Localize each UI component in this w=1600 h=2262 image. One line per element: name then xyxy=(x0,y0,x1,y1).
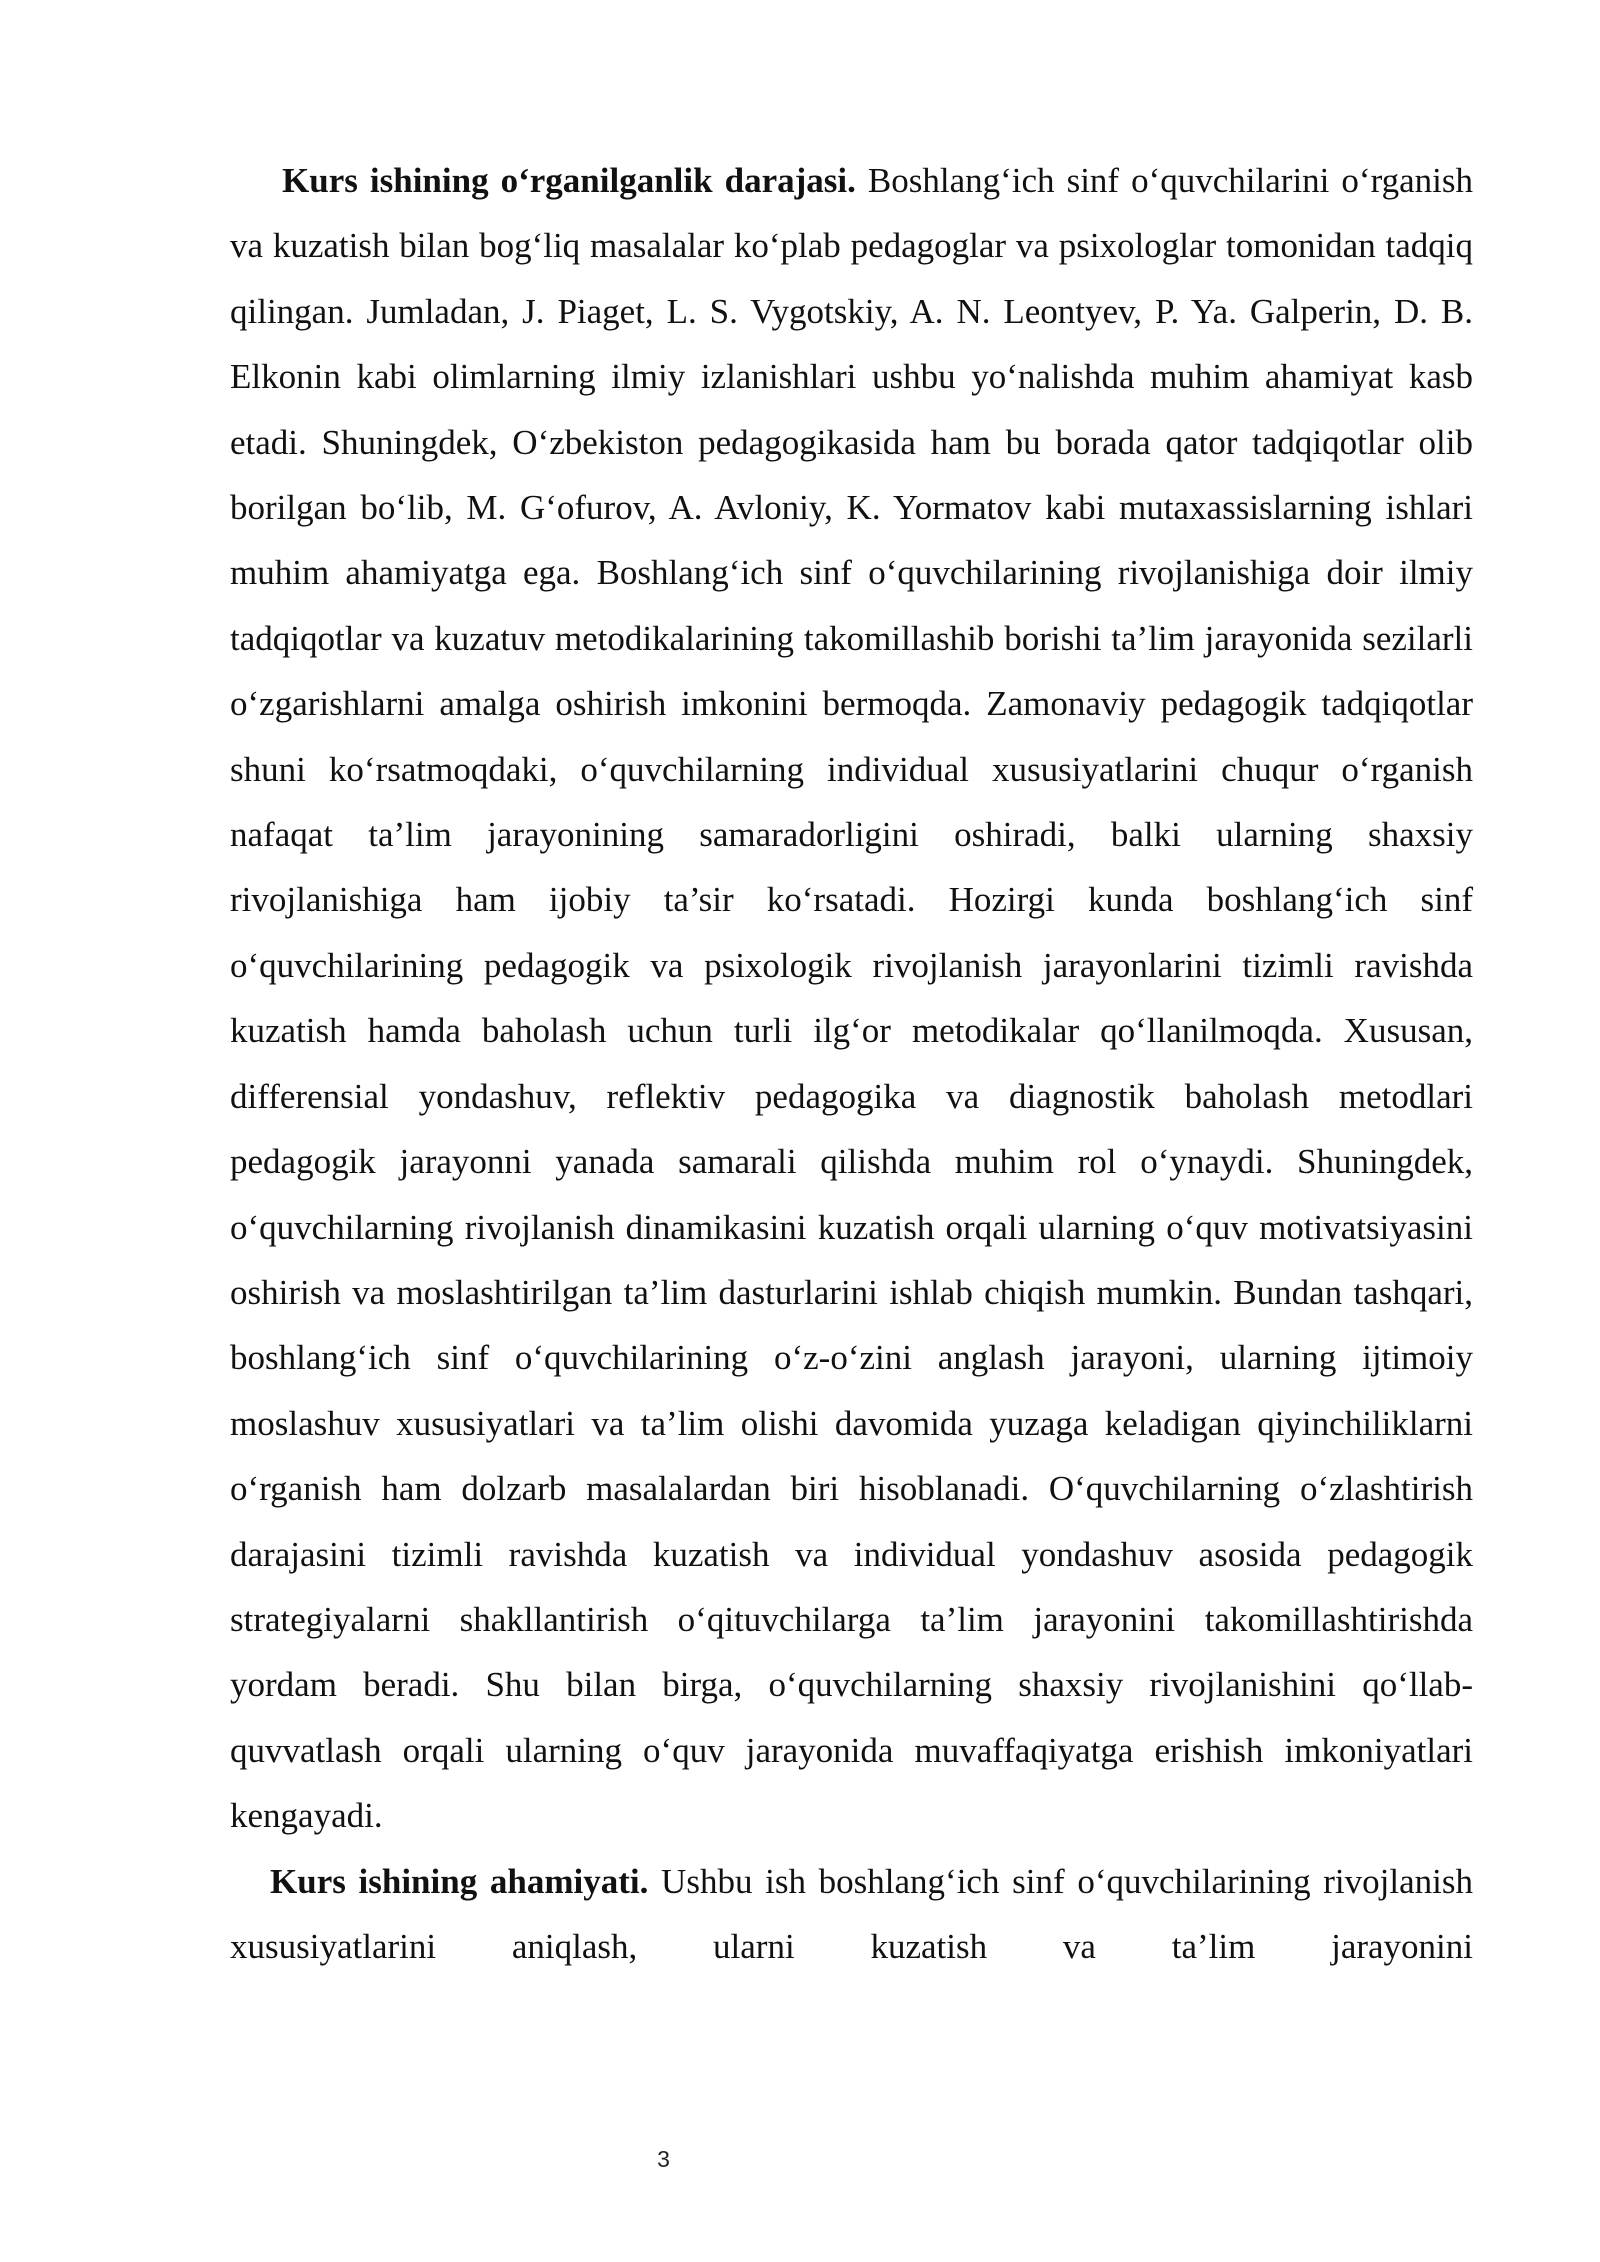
paragraph-heading: Kurs ishining ahamiyati. xyxy=(270,1861,649,1901)
document-page xyxy=(230,148,1473,2045)
paragraph-study-level xyxy=(230,148,1473,1849)
page-number: 3 xyxy=(657,2146,670,2172)
paragraph-significance xyxy=(230,1849,1473,2045)
paragraph-heading: Kurs ishining o‘rganilganlik darajasi. xyxy=(282,161,856,200)
paragraph-body: Ushbu ish boshlang‘ich sinf o‘quvchilarining rivojlanish xususiyatlarini aniqlash, ularni kuzatish va ta’lim jarayonini xyxy=(230,1861,1473,1966)
paragraph-body: Boshlang‘ich sinf o‘quvchilarini o‘rganish va kuzatish bilan bog‘liq masalalar ko‘plab pedagoglar va psixologlar tomonidan tadqiq qilingan. Jumladan, J. Piaget, L. S. Vygotskiy, A. N. Leontyev, P. Ya. Galperin, D. B. Elkonin kabi olimlarning ilmiy izlanishlari ushbu yo‘nalishda muhim ahamiyat kasb etadi. Shuningdek, O‘zbekiston pedagogikasida ham bu borada qator tadqiqotlar olib borilgan bo‘lib, M. G‘ofurov, A. Avloniy, K. Yormatov kabi mutaxassislarning ishlari muhim ahamiyatga ega. Boshlang‘ich sinf o‘quvchilarining rivojlanishiga doir ilmiy tadqiqotlar va kuzatuv metodikalarining takomillashib borishi ta’lim jarayonida sezilarli o‘zgarishlarni amalga oshirish imkonini bermoqda. Zamonaviy pedagogik tadqiqotlar shuni ko‘rsatmoqdaki, o‘quvchilarning individual xususiyatlarini chuqur o‘rganish nafaqat ta’lim jarayonining samaradorligini oshiradi, balki ularning shaxsiy rivojlanishiga ham ijobiy ta’sir ko‘rsatadi. Hozirgi kunda boshlang‘ich sinf o‘quvchilarining pedagogik va psixologik rivojlanish jarayonlarini tizimli ravishda kuzatish hamda baholash uchun turli ilg‘or metodikalar qo‘llanilmoqda. Xususan, differensial yondashuv, reflektiv pedagogika va diagnostik baholash metodlari pedagogik jarayonni yanada samarali qilishda muhim rol o‘ynaydi. Shuningdek, o‘quvchilarning rivojlanish dinamikasini kuzatish orqali ularning o‘quv motivatsiyasini oshirish va moslashtirilgan ta’lim dasturlarini ishlab chiqish mumkin. Bundan tashqari, boshlang‘ich sinf o‘quvchilarining o‘z-o‘zini anglash jarayoni, ularning ijtimoiy moslashuv xususiyatlari va ta’lim olishi davomida yuzaga keladigan qiyinchiliklarni o‘rganish ham dolzarb masalalardan biri hisoblanadi. O‘quvchilarning o‘zlashtirish darajasini tizimli ravishda kuzatish va individual yondashuv asosida pedagogik strategiyalarni shakllantirish o‘qituvchilarga ta’lim jarayonini takomillashtirishda yordam beradi. Shu bilan birga, o‘quvchilarning shaxsiy rivojlanishini qo‘llab-quvvatlash orqali ularning o‘quv jarayonida muvaffaqiyatga erishish imkoniyatlari kengayadi. xyxy=(230,161,1473,1836)
